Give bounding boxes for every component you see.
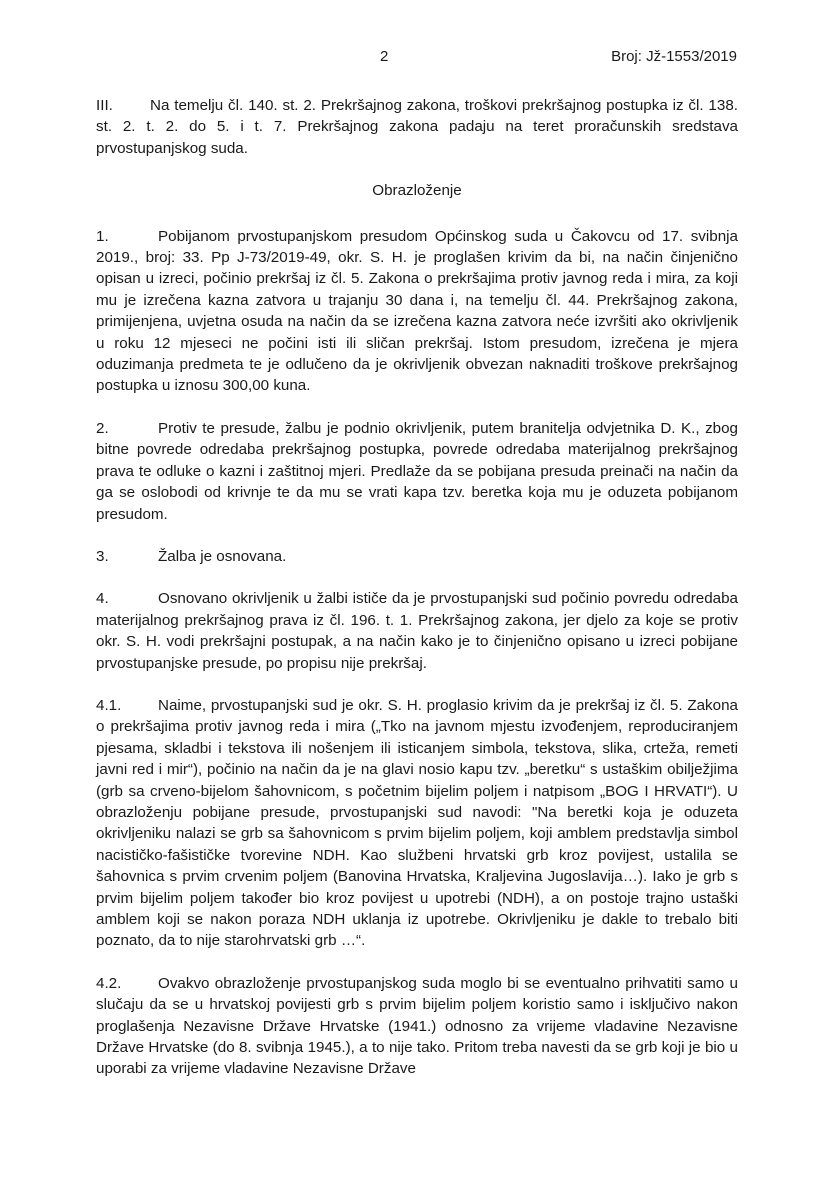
paragraph-number: 3. xyxy=(96,547,109,565)
paragraph-4-2 xyxy=(96,973,738,1080)
paragraph-number: 1. xyxy=(96,227,109,245)
paragraph-text: Osnovano okrivljenik u žalbi ističe da je prvostupanjski sud počinio povredu odredaba materijalnog prekršajnog prava iz čl. 196. t. 1. Prekršajnog zakona, jer djelo za koje se protiv okr. S. H. vodi prekršajni postupak, a na način kako je to činjenično opisano u izreci pobijane prvostupanjske presude, po propisu nije prekršaj. xyxy=(96,590,738,672)
case-number: Broj: Jž-1553/2019 xyxy=(611,48,737,65)
paragraph-text: Naime, prvostupanjski sud je okr. S. H. proglasio krivim da je prekršaj iz čl. 5. Zakona o prekršajima protiv javnog reda i mira („Tko na javnom mjestu izvođenjem, reproduciranjem pjesama, skladbi i tekstova ili nošenjem ili isticanjem simbola, tekstova, slika, crteža, remeti javni red i mir“), počinio na način da je na glavi nosio kapu tzv. „beretku“ s ustaškim obilježjima (grb sa crveno-bijelom šahovnicom, s početnim bijelim poljem i natpisom „BOG I HRVATI“). U obrazloženju pobijane presude, prvostupanjski sud navodi: "Na beretki koja je oduzeta okrivljeniku nalazi se grb sa šahovnicom s prvim bijelim poljem, koji amblem predstavlja simbol nacističko-fašističke tvorevine NDH. Kao službeni hrvatski grb kroz povijest, ustalila se šahovnica s prvim crvenim poljem (Banovina Hrvatska, Kraljevina Jugoslavija…). Iako je grb s prvim bijelim poljem također bio kroz povijest u upotrebi (NDH), a on postoje trajno ustaški amblem koji se nakon poraza NDH uklanja iz upotrebe. Okrivljeniku je dakle to trebalo biti poznato, da to nije starohrvatski grb …“. xyxy=(96,696,738,950)
paragraph-4 xyxy=(96,588,738,674)
paragraph-number: 4.2. xyxy=(96,974,122,992)
paragraph-1 xyxy=(96,226,738,397)
paragraph-text: Pobijanom prvostupanjskom presudom Općinskog suda u Čakovcu od 17. svibnja 2019., broj: 33. Pp J-73/2019-49, okr. S. H. je proglašen krivim da bi, na način činjenično opisan u izreci, počinio prekršaj iz čl. 5. Zakona o prekršajima protiv javnog reda i mira, za koji mu je izrečena kazna zatvora u trajanju 30 dana i, na temelju čl. 44. Prekršajnog zakona, primijenjena, uvjetna osuda na način da se izrečena kazna zatvora neće izvršiti ako okrivljenik u roku 12 mjeseci ne počini isti ili sličan prekršaj. Istom presudom, izrečena je mjera oduzimanja predmeta te je odlučeno da je okrivljenik obvezan naknaditi troškove prekršajnog postupka u iznosu 300,00 kuna. xyxy=(96,227,738,395)
paragraph-text: Protiv te presude, žalbu je podnio okrivljenik, putem branitelja odvjetnika D. K., zbog bitne povrede odredaba prekršajnog postupka, povrede odredaba materijalnog prekršajnog prava te odluke o kazni i zaštitnoj mjeri. Predlaže da se pobijana presuda preinači na način da ga se oslobodi od krivnje te da mu se vrati kapa tzv. beretka koja mu je oduzeta pobijanom presudom. xyxy=(96,419,738,523)
paragraph-number: III. xyxy=(96,97,113,114)
paragraph-3 xyxy=(96,546,738,567)
document-body xyxy=(96,95,738,1101)
paragraph-number: 2. xyxy=(96,419,109,437)
paragraph-4-1 xyxy=(96,695,738,952)
paragraph-text: Žalba je osnovana. xyxy=(158,547,287,565)
paragraph-number: 4. xyxy=(96,590,109,608)
section-heading: Obrazloženje xyxy=(372,182,462,200)
paragraph-text: Na temelju čl. 140. st. 2. Prekršajnog zakona, troškovi prekršajnog postupka iz čl. 138. st. 2. t. 2. do 5. i t. 7. Prekršajnog zakona padaju na teret proračunskih sredstava prvostupanjskog suda. xyxy=(96,97,738,157)
paragraph-2 xyxy=(96,418,738,525)
paragraph-text: Ovakvo obrazloženje prvostupanjskog suda moglo bi se eventualno prihvatiti samo u slučaju da se u hrvatskoj povijesti grb s prvim bijelim poljem koristio samo i isključivo nakon proglašenja Nezavisne Države Hrvatske (1941.) odnosno za vrijeme vladavine Nezavisne Države Hrvatske (do 8. svibnja 1945.), a to nije tako. Pritom treba navesti da se grb koji je bio u uporabi za vrijeme vladavine Nezavisne Države xyxy=(96,974,738,1078)
paragraph-III xyxy=(96,95,738,159)
page-number: 2 xyxy=(380,48,389,65)
paragraph-number: 4.1. xyxy=(96,696,122,714)
page-header xyxy=(96,48,737,68)
